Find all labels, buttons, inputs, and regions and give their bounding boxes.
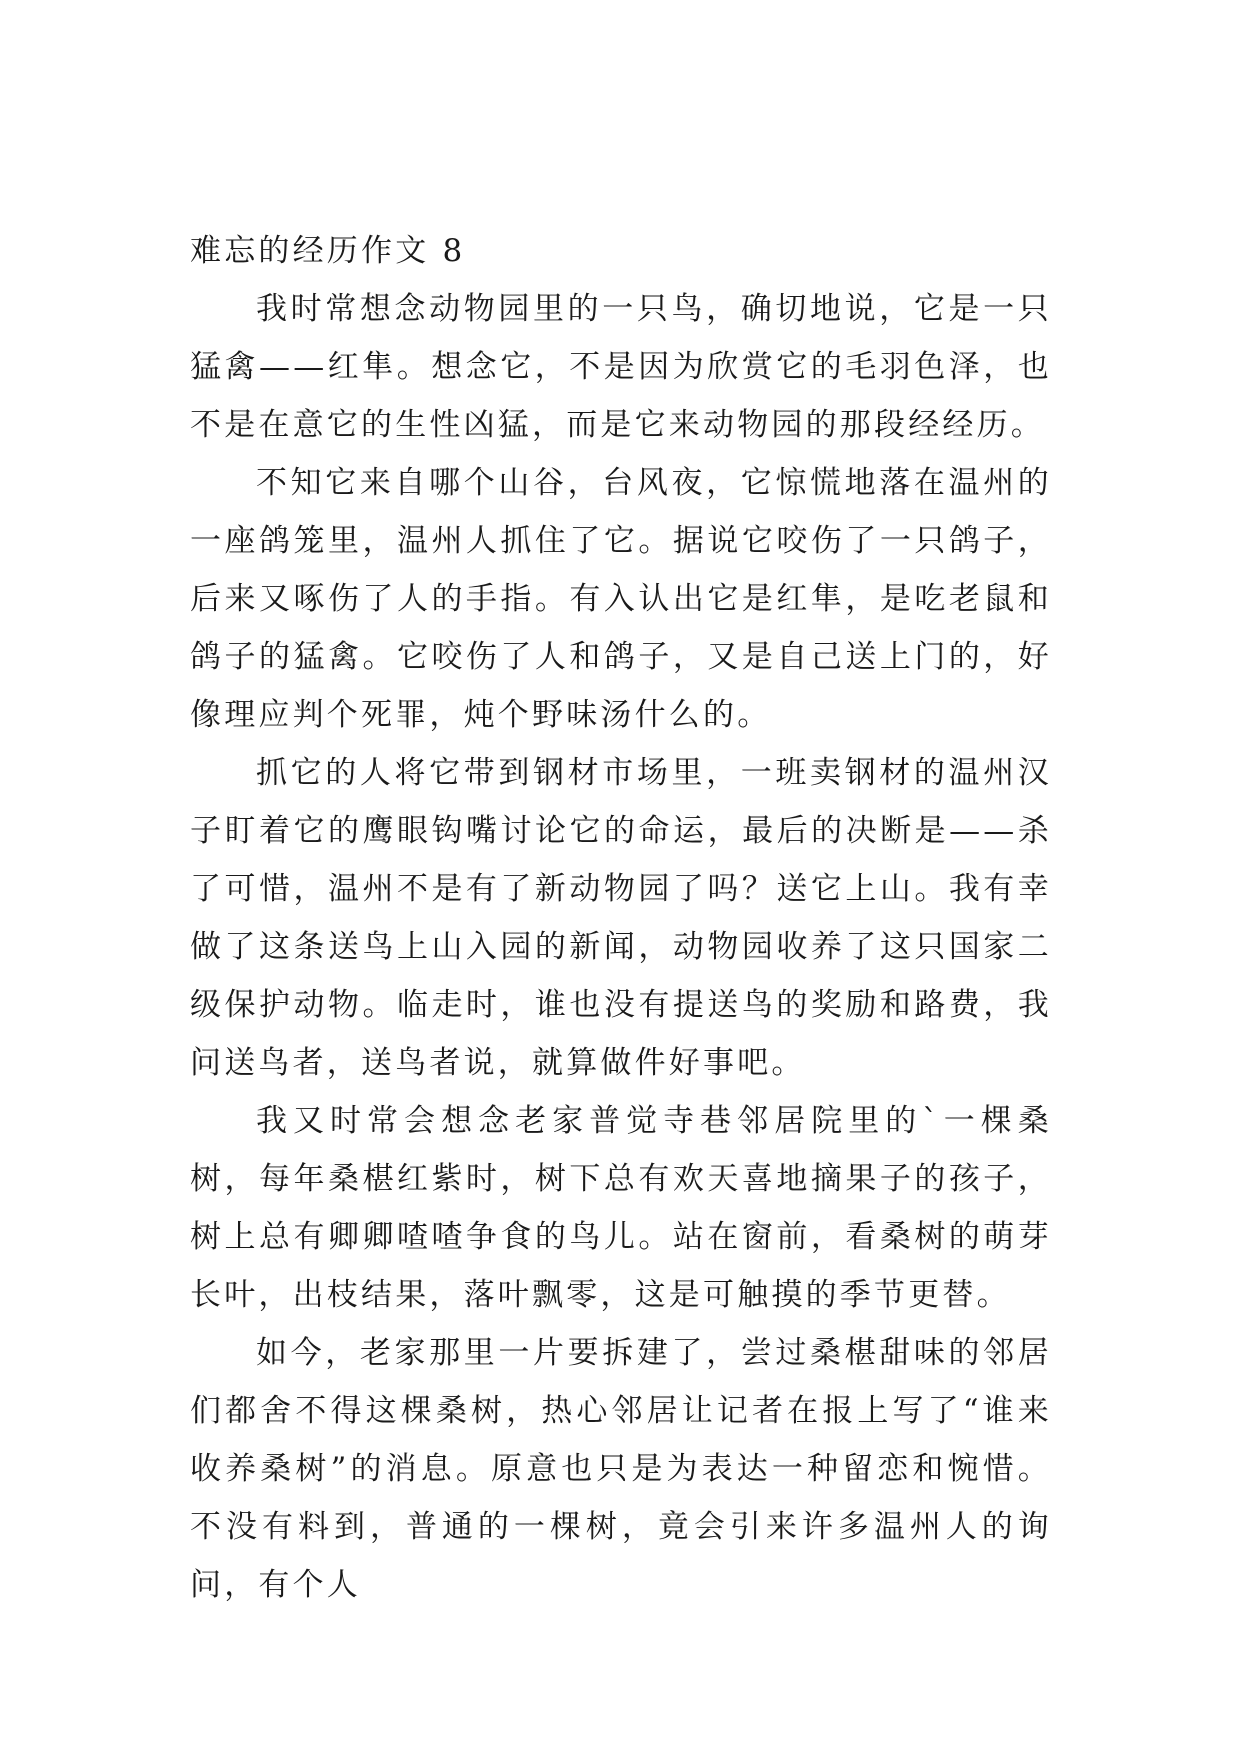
paragraph: 我时常想念动物园里的一只鸟，确切地说，它是一只猛禽——红隼。想念它，不是因为欣赏它的毛羽色泽，也不是在意它的生性凶猛，而是它来动物园的那段经经历。 (190, 291, 1052, 443)
document-title: 难忘的经历作文 8 (190, 233, 466, 269)
paragraph: 不知它来自哪个山谷，台风夜，它惊慌地落在温州的一座鸽笼里，温州人抓住了它。据说它咬伤了一只鸽子，后来又啄伤了人的手指。有入认出它是红隼，是吃老鼠和鸽子的猛禽。它咬伤了人和鸽子，又是自己送上门的，好像理应判个死罪，炖个野味汤什么的。 (190, 465, 1052, 733)
paragraph: 如今，老家那里一片要拆建了，尝过桑椹甜味的邻居们都舍不得这棵桑树，热心邻居让记者在报上写了“谁来收养桑树”的消息。原意也只是为表达一种留恋和惋惜。不没有料到，普通的一棵树，竟会引来许多温州人的询问，有个人 (190, 1335, 1052, 1603)
paragraph: 我又时常会想念老家普觉寺巷邻居院里的`一棵桑树，每年桑椹红紫时，树下总有欢天喜地摘果子的孩子，树上总有卿卿喳喳争食的鸟儿。站在窗前，看桑树的萌芽长叶，出枝结果，落叶飘零，这是可触摸的季节更替。 (190, 1103, 1052, 1313)
paragraph: 抓它的人将它带到钢材市场里，一班卖钢材的温州汉子盯着它的鹰眼钩嘴讨论它的命运，最后的决断是——杀了可惜，温州不是有了新动物园了吗？送它上山。我有幸做了这条送鸟上山入园的新闻，动物园收养了这只国家二级保护动物。临走时，谁也没有提送鸟的奖励和路费，我问送鸟者，送鸟者说，就算做件好事吧。 (190, 755, 1052, 1081)
document-body (190, 222, 1052, 1614)
